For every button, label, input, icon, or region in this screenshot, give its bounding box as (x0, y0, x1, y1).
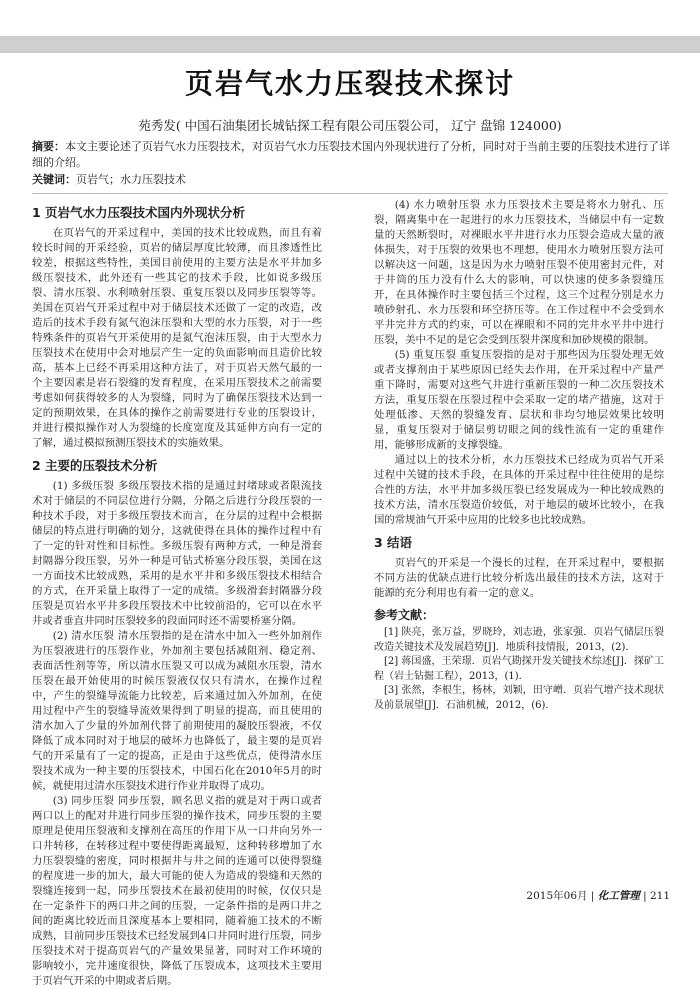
separator-line (32, 193, 668, 194)
keywords-label: 关键词： (32, 173, 76, 186)
page-footer: 2015年06月 | 化工管理 | 211 (526, 890, 670, 902)
slickwater-fracturing-paragraph: (2) 清水压裂 清水压裂指的是在清水中加入一些外加剂作为压裂液进行的压裂作业，外加剂主要包括减阻剂、稳定剂、表面活性剂等等，所以清水压裂又可以成为减阻水压裂，清水压裂在最开始使用的时候压裂液仅仅只有清水，在操作过程中，产生的裂缝导流能力比较差，后来通过加入外加剂，在使用过程中产生的裂缝导流效果得到了明显的提高，而且使用的清水加入了少量的外加剂代替了前期使用的凝胶压裂液，不仅降低了成本同时对于地层的破坏力也降低了，最主要的是页岩气的开采量有了一定的提高，正是由于这些优点，使得清水压裂技术成为一种主要的压裂技术，中国石化在2010年5月的时候，就使用过清水压裂技术进行作业并取得了成功。 (32, 630, 322, 792)
references-title: 参考文献： (374, 608, 435, 622)
footer-journal-name: 化工管理 (597, 890, 640, 902)
keywords-text: 页岩气；水力压裂技术 (76, 173, 186, 186)
abstract-text: 本文主要论述了页岩气水力压裂技术，对页岩气水力压裂技术国内外现状进行了分析，同时对于当前主要的压裂技术进行了详细的介绍。 (32, 140, 670, 169)
footer-page-number: 211 (649, 890, 670, 902)
reference-item: [1] 陕亮，张万益，罗晓玲，刘志逊，张家强．页岩气储层压裂改造关键技术及发展趋势[J]．地质科技情报，2013，(2)． (374, 627, 664, 653)
keywords (32, 172, 672, 188)
technology-summary-paragraph: 通过以上的技术分析，水力压裂技术已经成为页岩气开采过程中关键的技术手段，在具体的开采过程中往往使用的是综合性的方法，水平井加多级压裂已经发展成为一种比较成熟的技术方法，清水压裂造价较低，对于地层的破坏比较小，在我国的常规油气开采中应用的比较多也比较成熟。 (374, 454, 664, 526)
reference-item: [3] 张然，李根生，杨林，刘颖，田守嶒．页岩气增产技术现状及前景展望[J]．石油机械，2012，(6)． (374, 685, 664, 711)
page-title: 页岩气水力压裂技术探讨 (184, 67, 515, 100)
multistage-fracturing-paragraph: (1) 多级压裂 多级压裂技术指的是通过封堵球或者限流技术对于储层的不同层位进行分隔，分隔之后进行分段压裂的一种技术手段，对于多级压裂技术而言，在分层的过程中会根据储层的特点进行明确的划分，这就使得在具体的操作过程中有了一定的针对性和目标性。多级压裂有两种方式，一种是滑套封隔器分段压裂，另外一种是可钻式桥塞分段压裂，美国在这一方面技术比较成熟，采用的是水平井和多级压裂技术相结合的方式，在开采量上取得了一定的成绩。多级滑套封隔器分段压裂是页岩水平井多段压裂技术中比较前沿的，它可以在水平井或者垂直井同时压裂较多的段面同时还不需要桥塞分隔。 (32, 480, 322, 627)
footer-date: 2015年06月 (526, 890, 588, 902)
abstract (32, 139, 672, 171)
header-band (0, 36, 700, 53)
section-3-heading: 3 结语 (374, 535, 413, 550)
reference-item: [2] 蒋国盛，王荣璟．页岩气勘探开发关键技术综述[J]．探矿工程（岩土钻掘工程），2013，(1)． (374, 656, 664, 682)
simultaneous-fracturing-paragraph: (3) 同步压裂 同步压裂，顾名思义指的就是对于两口或者两口以上的配对井进行同步压裂的操作技术，同步压裂的主要原理是使用压裂液和支撑剂在高压的作用下从一口井向另外一口井转移，在转移过程中要使得距离最短，这种转移增加了水力压裂裂缝的密度，同时根据井与井之间的连通可以使得裂缝的程度进一步的加大，最大可能的使人为造成的裂缝和天然的裂缝连接到一起，同步压裂技术在最初使用的时候，仅仅只是在一定条件下的两口井之间的压裂，一定条件指的是两口井之间的距离比较近而且深度基本上要相同，随着施工技术的不断成熟，目前同步压裂技术已经发展到4口井同时进行压裂，同步压裂技术对于提高页岩气的产量效果显著，同时对工作环境的影响较小，完井速度很快，降低了压裂成本，这项技术主要用于页岩气开采的中期或者后期。 (32, 795, 322, 987)
hydrajet-fracturing-paragraph: (4) 水力喷射压裂 水力压裂技术主要是将水力射孔、压裂，隔离集中在一起进行的水力压裂技术，当储层中有一定数量的天然断裂时，对裸眼水平井进行水力压裂会造成大量的液体损失，对于压裂的效果也不理想，使用水力喷射压裂方法可以解决这一问题，这是因为水力喷射压裂不使用密封元件，对于井筒的压力没有什么大的影响，可以快速的使多条裂缝压开，在具体操作时主要包括三个过程，这三个过程分别是水力喷砂射孔、水力压裂和环空挤压等。在工作过程中不会受到水平井完井方式的约束，可以在裸眼和不同的完井水平井中进行压裂，美中不足的是它会受到压裂井深度和加砂规模的限制。 (374, 199, 664, 346)
conclusion-paragraph: 页岩气的开采是一个漫长的过程，在开采过程中，要根据不同方法的优缺点进行比较分析选出最佳的技术方法，这对于能源的充分利用也有着一定的意义。 (374, 557, 664, 599)
section-1-paragraph: 在页岩气的开采过程中，美国的技术比较成熟，而且有着较长时间的开采经验，页岩的储层厚度比较薄，而且渗透性比较差，根据这些特性，美国目前使用的主要方法是水平井加多级压裂技术，此外还有一些其它的技术手段，比如说多级压裂、清水压裂、水利喷射压裂、重复压裂以及同步压裂等等。美国在页岩气开采过程中对于储层技术还做了一定的改造，改造后的技术手段有氮气泡沫压裂和大型的水力压裂，对于一些特殊条件的页岩气开采使用的是氮气泡沫压裂，由于大型水力压裂技术在使用中会对地层产生一定的负面影响而且造价比较高，基本上已经不再采用这种方法了，对于页岩天然气最的一个主要因素是岩石裂缝的发育程度，在采用压裂技术之前需要考虑如何获得较多的人为裂缝，同时为了确保压裂技术达到一定的预期效果，在具体的操作之前需要进行专业的压裂设计，并进行模拟操作对人为裂缝的长度宽度及其延伸方向有一定的了解，通过模拟预测压裂技术的实施效果。 (32, 227, 322, 449)
section-2-heading: 2 主要的压裂技术分析 (32, 458, 158, 473)
section-1-heading: 1 页岩气水力压裂技术国内外现状分析 (32, 205, 246, 220)
abstract-label: 摘要： (32, 140, 65, 153)
author-affiliation: 苑秀发( 中国石油集团长城钻探工程有限公司压裂公司， 辽宁 盘锦 124000) (138, 118, 562, 133)
left-column (32, 198, 322, 989)
refracturing-paragraph: (5) 重复压裂 重复压裂指的是对于那些因为压裂处理无效或者支撑剂由于某些原因已经失去作用，在开采过程中产量严重下降时，需要对这些气井进行重新压裂的一种二次压裂技术方法，重复压裂在压裂过程中会采取一定的堵产措施，这对于处理低渗、天然的裂缝发育、层状和非均匀地层效果比较明显，重复压裂对于储层剪切眼之间的线性流有一定的重建作用，能够形成新的支撑裂缝。 (374, 349, 664, 451)
right-column (374, 198, 664, 713)
